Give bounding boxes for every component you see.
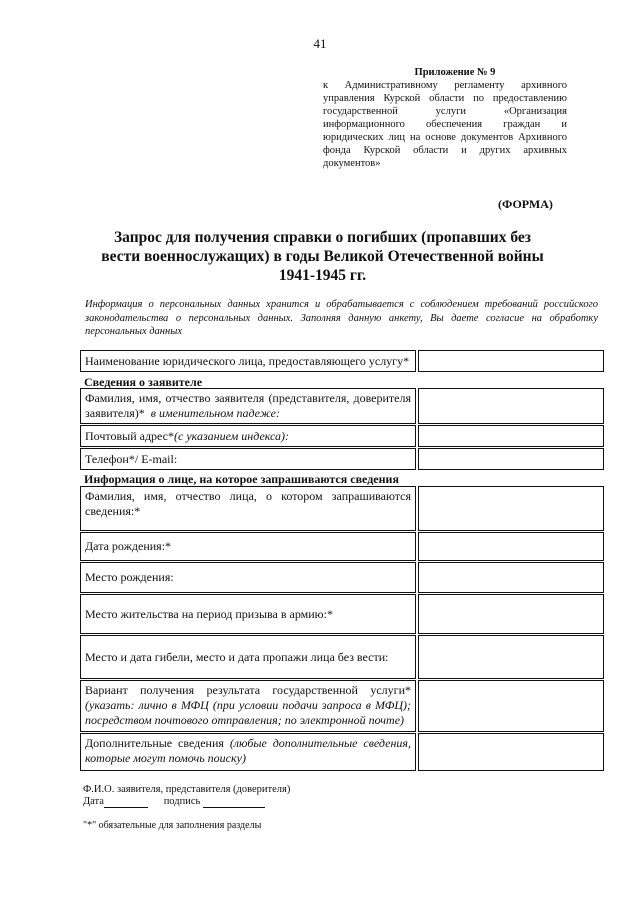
birth-date-field[interactable]: [418, 532, 604, 561]
death-place-field[interactable]: [418, 635, 604, 679]
additional-info-label: Дополнительные сведения (любые дополнительные сведения, которые могут помочь поиску): [80, 733, 416, 771]
additional-info-field[interactable]: [418, 733, 604, 771]
postal-address-label: Почтовый адрес*(с указанием индекса):: [80, 425, 416, 447]
page-number: 41: [313, 36, 327, 51]
signature-label: подпись: [163, 796, 201, 807]
applicant-fio-field[interactable]: [418, 388, 604, 424]
signature-block: [83, 784, 290, 808]
person-section-heading: Информация о лице, на которое запрашиваются сведения: [84, 472, 399, 486]
document-title: Запрос для получения справки о погибших (пропавших без вести военнослужащих) в годы Великой Отечественной войны 1941-1945 гг.: [101, 229, 544, 284]
consent-notice: Информация о персональных данных хранится и обрабатывается с соблюдением требований российского законодательства о персональных данных. Заполняя данную анкету, Вы даете согласие на обработку персональных данных: [85, 299, 598, 337]
signature-line[interactable]: [203, 807, 265, 808]
result-variant-field[interactable]: [418, 680, 604, 732]
applicant-name-caption: Ф.И.О. заявителя, представителя (доверителя): [83, 784, 291, 795]
person-fio-field[interactable]: [418, 486, 604, 531]
org-name-label: Наименование юридического лица, предоставляющего услугу*: [80, 350, 416, 372]
required-footnote: "*" обязательные для заполнения разделы: [83, 820, 262, 831]
form-label: (ФОРМА): [498, 197, 553, 211]
appendix-text: к Административному регламенту архивного управления Курской области по предоставлению государственной услуги «Организация информационного обеспечения граждан и юридических лиц на основе документов Архивного фонда Курской области и других архивных документов»: [323, 80, 567, 169]
result-variant-label: Вариант получения результата государственной услуги* (указать: лично в МФЦ (при условии подачи запроса в МФЦ); посредством почтового отправления; по электронной почте): [80, 680, 416, 732]
birth-date-label: Дата рождения:*: [80, 532, 416, 561]
org-name-field[interactable]: [418, 350, 604, 372]
person-fio-label: Фамилия, имя, отчество лица, о котором запрашиваются сведения:*: [80, 486, 416, 531]
phone-email-field[interactable]: [418, 448, 604, 470]
applicant-section-heading: Сведения о заявителе: [84, 375, 203, 389]
residence-label: Место жительства на период призыва в армию:*: [80, 594, 416, 634]
death-place-label: Место и дата гибели, место и дата пропажи лица без вести:: [80, 635, 416, 679]
appendix-block: [323, 66, 567, 170]
residence-field[interactable]: [418, 594, 604, 634]
applicant-fio-label: Фамилия, имя, отчество заявителя (представителя, доверителя заявителя)* в именительном падеже:: [80, 388, 416, 424]
date-line[interactable]: [104, 807, 148, 808]
request-form-table: [80, 350, 604, 772]
postal-address-field[interactable]: [418, 425, 604, 447]
birth-place-field[interactable]: [418, 562, 604, 593]
phone-email-label: Телефон*/ E-mail:: [80, 448, 416, 470]
appendix-title: Приложение № 9: [414, 67, 496, 78]
date-label: Дата: [83, 796, 104, 807]
birth-place-label: Место рождения:: [80, 562, 416, 593]
